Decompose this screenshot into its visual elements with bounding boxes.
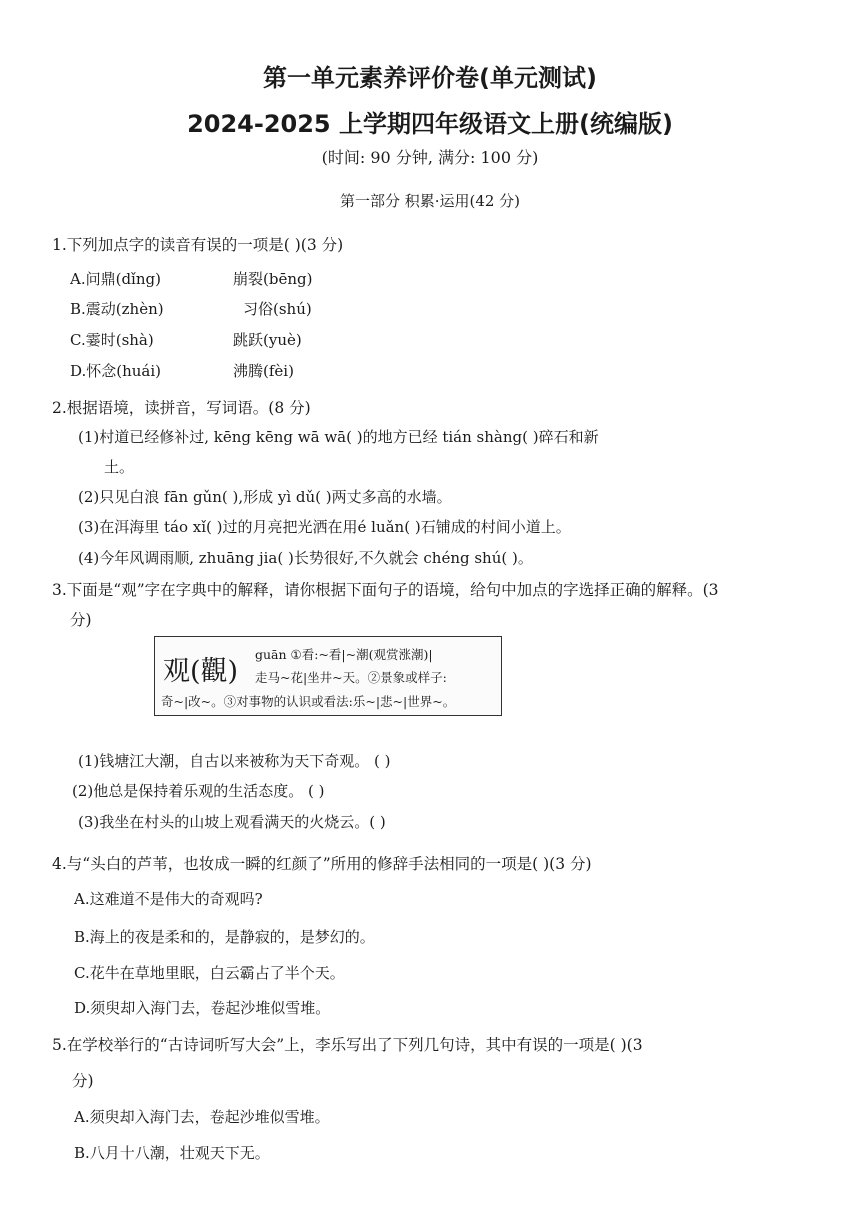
sentence-1: (1)钱塘江大潮，自古以来被称为天下奇观。 ( )	[78, 752, 391, 770]
fill-line-1-cont: 土。	[104, 458, 135, 476]
option-a-left: A.问鼎(dǐng)	[70, 270, 161, 288]
question-stem: 1.下列加点字的读音有误的一项是( )(3 分)	[52, 236, 344, 254]
page-subtitle: 2024-2025 上学期四年级语文上册(统编版)	[187, 110, 673, 138]
section-heading: 第一部分 积累·运用(42 分)	[339, 192, 521, 210]
dictionary-entry-image	[154, 636, 502, 716]
fill-line-2: (2)只见白浪 fān gǔn( ),形成 yì dǔ( )两丈多高的水墙。	[78, 488, 452, 506]
option-c: C.花牛在草地里眠，白云霸占了半个天。	[74, 964, 345, 982]
option-c-right: 跳跃(yuè)	[233, 331, 302, 349]
exam-info: (时间: 90 分钟, 满分: 100 分)	[321, 148, 539, 167]
option-b-left: B.震动(zhèn)	[70, 300, 164, 318]
question-stem-cont: 分)	[70, 611, 92, 629]
option-d: D.须臾却入海门去，卷起沙堆似雪堆。	[74, 999, 331, 1017]
fill-line-3: (3)在洱海里 táo xǐ( )过的月亮把光洒在用é luǎn( )石铺成的村间小道上。	[78, 518, 571, 536]
option-b: B.海上的夜是柔和的，是静寂的，是梦幻的。	[74, 928, 375, 946]
option-d-right: 沸腾(fèi)	[233, 362, 294, 380]
dictionary-line-3: 奇~|改~。③对事物的认识或看法:乐~|悲~|世界~。	[161, 694, 456, 709]
dictionary-line-2: 走马~花|坐井~天。②景象或样子:	[255, 670, 447, 685]
dictionary-character: 观(觀)	[163, 656, 239, 687]
question-stem: 4.与“头白的芦苇，也妆成一瞬的红颜了”所用的修辞手法相同的一项是( )(3 分)	[52, 855, 592, 873]
option-a: A.须臾却入海门去，卷起沙堆似雪堆。	[74, 1108, 330, 1126]
option-d-left: D.怀念(huái)	[70, 362, 162, 380]
option-c-left: C.霎时(shà)	[70, 331, 154, 349]
question-stem: 3.下面是“观”字在字典中的解释，请你根据下面句子的语境，给句中加点的字选择正确的解释。(3	[52, 581, 719, 599]
sentence-3: (3)我坐在村头的山坡上观看满天的火烧云。( )	[78, 813, 386, 831]
fill-line-1: (1)村道已经修补过, kēng kēng wā wā( )的地方已经 tián shàng( )碎石和新	[78, 428, 599, 446]
dictionary-line-1: guān ①看:~看|~潮(观赏涨潮)|	[255, 647, 433, 662]
question-stem-cont: 分)	[72, 1072, 94, 1090]
option-a: A.这难道不是伟大的奇观吗?	[74, 890, 263, 908]
question-stem: 2.根据语境，读拼音，写词语。(8 分)	[52, 399, 311, 417]
sentence-2: (2)他总是保持着乐观的生活态度。 ( )	[72, 782, 325, 800]
question-stem: 5.在学校举行的“古诗词听写大会”上，李乐写出了下列几句诗，其中有误的一项是( )(3	[52, 1036, 643, 1054]
fill-line-4: (4)今年风调雨顺, zhuāng jia( )长势很好,不久就会 chéng shú( )。	[78, 549, 533, 567]
option-a-right: 崩裂(bēng)	[233, 270, 313, 288]
option-b: B.八月十八潮，壮观天下无。	[74, 1144, 270, 1162]
page-title: 第一单元素养评价卷(单元测试)	[263, 64, 597, 92]
option-b-right: 习俗(shú)	[243, 300, 312, 318]
